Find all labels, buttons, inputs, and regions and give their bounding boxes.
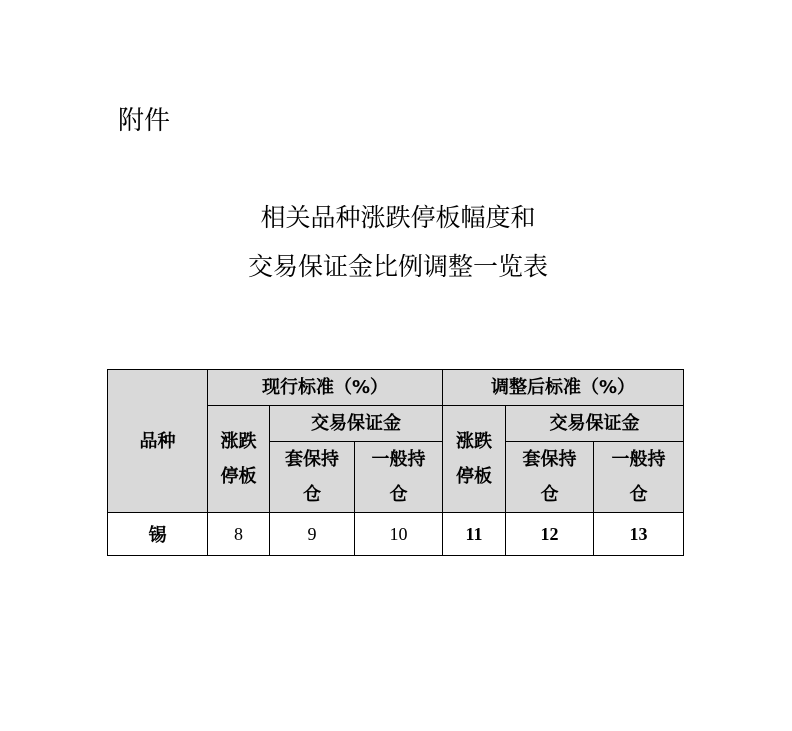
cell-current-general: 10 xyxy=(355,513,443,556)
header-variety: 品种 xyxy=(108,370,208,513)
document-title-line-1: 相关品种涨跌停板幅度和 xyxy=(260,203,536,232)
header-adjusted-general-position xyxy=(594,442,684,513)
header-adjusted-standard: 调整后标准（%） xyxy=(443,370,684,406)
header-current-hedge-line1: 套保持 xyxy=(285,449,339,470)
header-current-standard: 现行标准（%） xyxy=(208,370,443,406)
header-current-price-limit xyxy=(208,406,270,513)
header-adjusted-price-limit-line1: 涨跌 xyxy=(456,431,492,452)
header-current-general-line2: 仓 xyxy=(389,484,408,505)
document-title-line-2: 交易保证金比例调整一览表 xyxy=(247,252,548,281)
header-current-price-limit-line1: 涨跌 xyxy=(220,431,257,452)
header-adjusted-general-line1: 一般持 xyxy=(611,449,666,470)
header-adjusted-hedge-line2: 仓 xyxy=(540,484,559,505)
header-current-hedge-position xyxy=(270,442,355,513)
cell-current-hedge: 9 xyxy=(270,513,355,556)
cell-adjusted-hedge: 12 xyxy=(506,513,594,556)
header-adjusted-hedge-position xyxy=(506,442,594,513)
header-adjusted-price-limit-line2: 停板 xyxy=(456,466,492,487)
header-adjusted-hedge-line1: 套保持 xyxy=(522,449,577,470)
cell-adjusted-general: 13 xyxy=(594,513,684,556)
attachment-label: 附件 xyxy=(118,106,171,136)
header-current-margin: 交易保证金 xyxy=(270,406,443,442)
header-adjusted-general-line2: 仓 xyxy=(629,484,648,505)
table-row xyxy=(108,513,684,556)
cell-current-limit: 8 xyxy=(208,513,270,556)
header-current-hedge-line2: 仓 xyxy=(303,484,321,505)
header-current-general-position xyxy=(355,442,443,513)
header-adjusted-margin: 交易保证金 xyxy=(506,406,684,442)
header-current-general-line1: 一般持 xyxy=(371,449,426,470)
cell-adjusted-limit: 11 xyxy=(443,513,506,556)
header-adjusted-price-limit xyxy=(443,406,506,513)
cell-variety: 锡 xyxy=(108,513,208,556)
header-row-1 xyxy=(108,370,684,406)
header-current-price-limit-line2: 停板 xyxy=(220,466,257,487)
adjustment-table xyxy=(107,369,684,556)
